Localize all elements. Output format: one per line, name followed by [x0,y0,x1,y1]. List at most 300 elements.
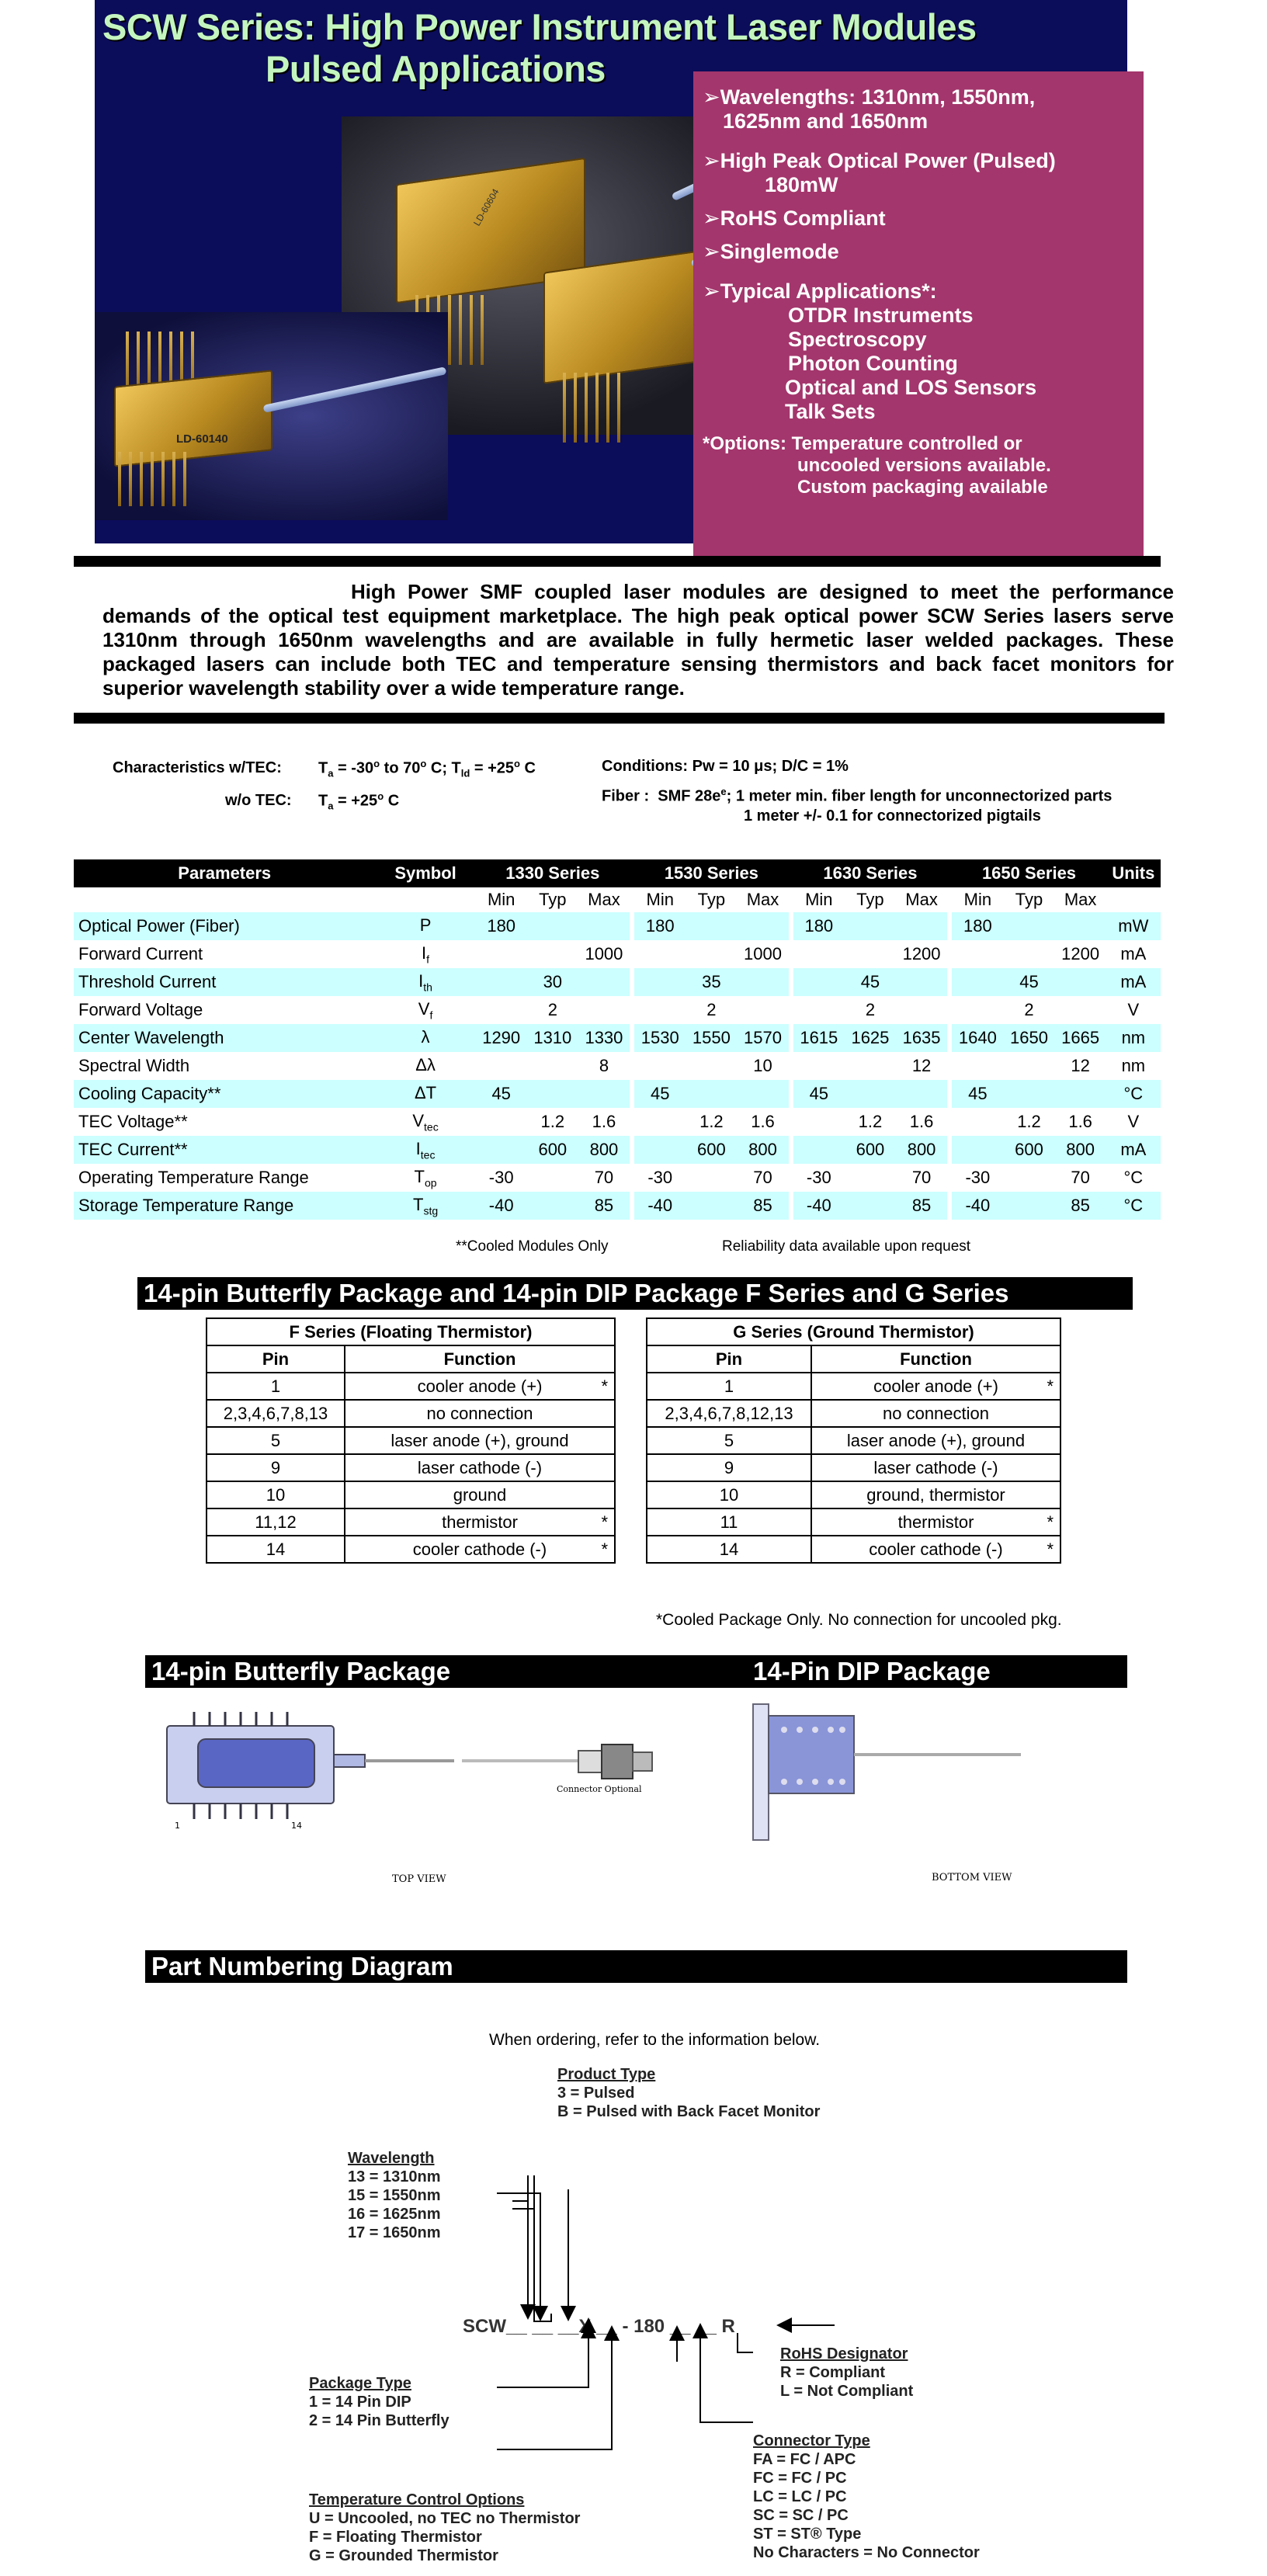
spec-value: 1.2 [540,1112,565,1131]
dip-drawing [745,1692,1056,1887]
spec-value: 1.6 [592,1112,616,1131]
pin-table-g [646,1318,1061,1564]
spec-row [74,1052,1161,1080]
spec-value: 1290 [476,1024,527,1052]
spec-value: 1635 [896,1024,947,1052]
spec-value [1055,968,1106,996]
pin-function: cooler cathode (-) * [345,1536,615,1563]
feature-wavelengths: ➢Wavelengths: 1310nm, 1550nm, 1625nm and 1650nm [703,85,1036,133]
param-name: TEC Voltage** [78,1112,188,1131]
cooled-marker: * [1047,1512,1054,1532]
spec-value: 1625 [845,1024,896,1052]
spec-value: 180 [476,912,527,940]
col-header: Parameters [74,859,375,887]
spec-value [1055,996,1106,1024]
spec-value [634,996,686,1024]
spec-value: 1.6 [909,1112,934,1131]
cooled-marker: * [601,1376,608,1396]
bottom-view-caption: BOTTOM VIEW [932,1872,1012,1883]
spec-value: 45 [1003,968,1054,996]
param-symbol: λ [375,1024,475,1052]
options-note: *Options: Temperature controlled or uncooled versions available. Custom packaging available [703,433,1051,498]
product-type-legend: Product Type 3 = Pulsed B = Pulsed with Back Facet Monitor [557,2066,821,2120]
pin-function: cooler anode (+) * [345,1373,615,1400]
spec-row [74,1164,1161,1192]
spec-value [845,1080,896,1108]
butterfly-drawing [151,1704,726,1894]
spec-value [476,968,527,996]
param-unit: °C [1106,1080,1161,1108]
param-symbol: $I_f$ [422,943,430,966]
spec-value: 180 [793,912,845,940]
spec-value [686,1192,737,1220]
char-tec-label: Characteristics w/TEC: [113,759,282,776]
pin-number: 2,3,4,6,7,8,12,13 [647,1400,811,1427]
rohs-legend: RoHS Designator R = Compliant L = Not Compliant [780,2345,914,2400]
pin-row [207,1427,615,1454]
param-name: Storage Temperature Range [74,1192,375,1220]
spec-row [74,1024,1161,1052]
dip-title: 14-Pin DIP Package [753,1657,991,1686]
col-header: 1330 Series [476,859,630,887]
spec-value [896,1080,947,1108]
spec-value: 45 [952,1080,1003,1108]
pin-row [207,1373,615,1400]
col-header: Pin [207,1345,345,1373]
sub-header: Min [646,890,674,909]
spec-value: 1.2 [858,1112,883,1131]
spec-note: Reliability data available upon request [722,1238,971,1255]
param-unit: V [1127,1000,1140,1019]
spec-value [476,1052,527,1080]
title-line-1: SCW Series: High Power Instrument Laser Modules [102,6,977,47]
sub-header: Typ [697,890,726,909]
module-label: LD-60140 [176,432,228,446]
spec-value: 600 [686,1136,737,1164]
spec-row [74,1108,1161,1136]
spec-value: 800 [1055,1136,1106,1164]
connector-caption: Connector Optional [557,1784,642,1794]
spec-value: 2 [547,1000,557,1019]
spec-value: -40 [476,1192,527,1220]
table-caption: F Series (Floating Thermistor) [207,1318,615,1345]
spec-value [686,1164,737,1192]
top-view-caption: TOP VIEW [392,1873,446,1885]
pin-number: 2,3,4,6,7,8,13 [207,1400,345,1427]
sub-header: Min [487,890,515,909]
spec-row [74,912,1161,940]
pin-number: 11 [647,1508,811,1536]
param-name: Spectral Width [78,1056,190,1075]
spec-value: 30 [527,968,578,996]
part-section-title: Part Numbering Diagram [145,1950,1127,1983]
ordering-note: When ordering, refer to the information below. [489,2031,821,2049]
spec-value: 1550 [686,1024,737,1052]
spec-note: **Cooled Modules Only [456,1238,609,1255]
param-name: TEC Current** [74,1136,375,1164]
spec-value [1055,1080,1106,1108]
pin-note: *Cooled Package Only. No connection for uncooled pkg. [656,1611,1062,1629]
feature-applications: ➢Typical Applications*: OTDR Instruments Spectroscopy Photon Counting Optical and LOS Sensors Talk Sets [703,279,1137,424]
spec-row [74,940,1161,968]
spec-value [578,912,630,940]
spec-row [74,996,1161,1024]
spec-value [952,1136,1003,1164]
spec-value [527,940,578,968]
spec-value: -30 [647,1168,673,1187]
spec-value: 180 [634,912,686,940]
spec-value: -30 [806,1168,831,1187]
param-name: Forward Voltage [78,1000,203,1019]
param-symbol: $V_f$ [418,998,433,1022]
spec-value: -40 [952,1192,1003,1220]
spec-value: 45 [793,1080,845,1108]
pin-row [207,1536,615,1563]
param-symbol: ΔT [375,1080,475,1108]
spec-value [737,1080,788,1108]
part-diagram-arrows [497,2127,870,2453]
spec-value: -30 [488,1168,514,1187]
param-symbol: $I_{th}$ [375,968,475,996]
spec-value [578,1080,630,1108]
pin-row [207,1481,615,1508]
spec-value [793,1136,845,1164]
spec-value: 85 [1055,1192,1106,1220]
pin-row [647,1454,1060,1481]
spec-value: 70 [753,1168,772,1187]
cooled-marker: * [1047,1539,1054,1559]
conditions-text: Conditions: Pw = 10 μs; D/C = 1% [602,758,849,775]
spec-value [686,912,737,940]
pin-function: cooler cathode (-) * [811,1536,1060,1563]
param-unit: °C [1106,1192,1161,1220]
spec-value: 1000 [744,944,782,963]
param-unit: mW [1106,912,1161,940]
application-item: OTDR Instruments [788,304,974,327]
pin-function: no connection [811,1400,1060,1427]
spec-value: 1.6 [751,1112,775,1131]
spec-header-row [74,859,1161,887]
sub-header: Max [905,890,938,909]
spec-value [896,968,947,996]
spec-value: -40 [793,1192,845,1220]
spec-value: 1530 [634,1024,686,1052]
spec-value: 2 [706,1000,717,1019]
pin-number: 10 [647,1481,811,1508]
param-name: Operating Temperature Range [78,1168,309,1187]
spec-value: 85 [578,1192,630,1220]
spec-value: 1330 [578,1024,630,1052]
spec-value [527,1052,578,1080]
spec-value: 8 [599,1056,609,1075]
package-bar [145,1655,1127,1688]
char-notec-label: w/o TEC: [225,792,292,809]
pin-row [207,1454,615,1481]
pin-number: 1 [647,1373,811,1400]
param-name: Forward Current [78,944,203,963]
pin-number: 5 [207,1427,345,1454]
spec-value: 70 [911,1168,932,1187]
product-photo-small [95,312,448,520]
col-header: 1530 Series [634,859,788,887]
spec-value: 600 [527,1136,578,1164]
spec-value: 45 [845,968,896,996]
spec-value [793,1052,845,1080]
spec-value [634,968,686,996]
sub-header: Typ [539,890,567,909]
part-number-code: SCW__ __ __X __ - 180 __ __ R [463,2316,735,2337]
spec-value: 1.2 [699,1112,724,1131]
sub-header: Max [746,890,779,909]
spec-value: -30 [965,1168,991,1187]
spec-value [793,996,845,1024]
spec-value [1055,912,1106,940]
spec-value: -40 [634,1192,686,1220]
spec-value: 1.6 [1068,1112,1092,1131]
param-name: Center Wavelength [74,1024,375,1052]
table-caption: G Series (Ground Thermistor) [647,1318,1060,1345]
spec-value: 85 [896,1192,947,1220]
spec-value [952,1108,1003,1136]
spec-value [845,940,896,968]
spec-value: 800 [737,1136,788,1164]
pin-number: 1 [207,1373,345,1400]
cooled-marker: * [1047,1376,1054,1396]
spec-value [1003,1052,1054,1080]
spec-value [527,1080,578,1108]
spec-value: 1200 [902,944,941,963]
spec-value [737,996,788,1024]
pin-number: 9 [647,1454,811,1481]
spec-value [578,968,630,996]
spec-value: 1640 [952,1024,1003,1052]
pin-row [647,1427,1060,1454]
param-symbol: $I_{tec}$ [375,1136,475,1164]
spec-value: 70 [1071,1168,1090,1187]
spec-value [845,912,896,940]
param-name: Threshold Current [74,968,375,996]
fiber-text-2: 1 meter +/- 0.1 for connectorized pigtails [744,807,1041,825]
application-item: Spectroscopy [788,328,927,351]
spec-table [74,859,1161,1220]
spec-value [476,940,527,968]
pin-row [647,1400,1060,1427]
spec-value [634,940,686,968]
pin-number: 10 [207,1481,345,1508]
intro-paragraph: High Power SMF coupled laser modules are designed to meet the performance demands of the optical test equipment marketplace. The high peak optical power SCW Series lasers serve 1310nm through 1650nm wavelengths and are available in fully hermetic laser welded packages. These packaged lasers can include both TEC and temperature sensing thermistors and back facet monitors for superior wavelength stability over a wide temperature range. [102,580,1174,700]
pin-function: ground, thermistor [811,1481,1060,1508]
param-symbol: $T_{op}$ [414,1166,437,1189]
feature-power: ➢High Peak Optical Power (Pulsed) 180mW [703,149,1056,196]
sub-header: Typ [856,890,884,909]
pin-row [207,1400,615,1427]
spec-value: 800 [896,1136,947,1164]
pin-number: 1 [175,1821,180,1831]
spec-value [793,968,845,996]
pin-function: thermistor * [811,1508,1060,1536]
feature-singlemode: ➢Singlemode [703,240,839,263]
spec-value: 1650 [1003,1024,1054,1052]
application-item: Photon Counting [788,352,958,375]
spec-value [793,1108,845,1136]
spec-value [1003,1080,1054,1108]
col-header: Pin [647,1345,811,1373]
spec-value [845,1164,896,1192]
spec-value [634,1108,686,1136]
param-symbol: P [375,912,475,940]
temperature-option-legend: Temperature Control Options U = Uncooled, no TEC no Thermistor F = Floating Thermistor G = Grounded Thermistor [309,2491,581,2564]
spec-value: 10 [753,1056,772,1075]
connector-type-legend: Connector Type FA = FC / APC FC = FC / PC LC = LC / PC SC = SC / PC ST = ST® Type No Characters = No Connector [753,2432,980,2561]
spec-value [578,996,630,1024]
pin-function: cooler anode (+) * [811,1373,1060,1400]
param-unit: mA [1120,944,1147,963]
divider [74,713,1165,724]
spec-subheader-row [74,887,1161,912]
spec-value: 1200 [1061,944,1100,963]
pin-function: thermistor * [345,1508,615,1536]
spec-value: 1570 [737,1024,788,1052]
spec-value: 1665 [1055,1024,1106,1052]
spec-value [845,1192,896,1220]
pin-row [647,1481,1060,1508]
spec-value [845,1052,896,1080]
spec-value: 1615 [793,1024,845,1052]
butterfly-title: 14-pin Butterfly Package [151,1657,451,1686]
param-unit: V [1127,1112,1140,1131]
sub-header: Min [963,890,992,909]
pin-number: 9 [207,1454,345,1481]
col-header: Units [1106,859,1161,887]
wavelength-legend: Wavelength 13 = 1310nm 15 = 1550nm 16 = 1625nm 17 = 1650nm [348,2150,441,2241]
param-unit: °C [1123,1168,1144,1187]
sub-header: Typ [1015,890,1043,909]
spec-value: 70 [594,1168,614,1187]
spec-value [952,1052,1003,1080]
param-unit: mA [1106,1136,1161,1164]
divider [74,556,1161,567]
spec-row [74,1192,1161,1220]
spec-value: 12 [911,1056,932,1075]
param-unit: nm [1121,1056,1146,1075]
param-symbol: Δλ [415,1054,436,1074]
char-notec-value: $T_a = +25^o$ C [318,790,400,812]
spec-value: 2 [1024,1000,1034,1019]
spec-value [793,940,845,968]
spec-value [527,1164,578,1192]
pin-row [647,1373,1060,1400]
spec-value [634,1136,686,1164]
spec-row [74,1136,1161,1164]
pin-function: laser anode (+), ground [345,1427,615,1454]
application-item: Talk Sets [785,400,876,423]
pin-function: no connection [345,1400,615,1427]
application-item: Optical and LOS Sensors [785,376,1037,399]
spec-value: 1310 [527,1024,578,1052]
pin-row [647,1536,1060,1563]
spec-value: 45 [476,1080,527,1108]
col-header: 1630 Series [793,859,947,887]
spec-value [737,968,788,996]
spec-value [634,1052,686,1080]
pin-number: 14 [647,1536,811,1563]
spec-value [1003,912,1054,940]
pin-number: 14 [291,1821,302,1831]
pin-function: laser anode (+), ground [811,1427,1060,1454]
spec-value [952,940,1003,968]
pin-section-title: 14-pin Butterfly Package and 14-pin DIP Package F Series and G Series [137,1277,1133,1310]
param-unit: nm [1106,1024,1161,1052]
spec-value [952,996,1003,1024]
pin-function: laser cathode (-) [345,1454,615,1481]
cooled-marker: * [601,1512,608,1532]
spec-value [686,1080,737,1108]
package-type-legend: Package Type 1 = 14 Pin DIP 2 = 14 Pin Butterfly [309,2375,450,2429]
pin-number: 11,12 [207,1508,345,1536]
pin-row [207,1508,615,1536]
pin-row [647,1508,1060,1536]
pin-number: 14 [207,1536,345,1563]
col-header: Symbol [375,859,475,887]
spec-value [1003,1164,1054,1192]
spec-value: 600 [1003,1136,1054,1164]
spec-value [476,1108,527,1136]
spec-value [527,912,578,940]
pin-table-f [206,1318,616,1564]
spec-value: 1.2 [1017,1112,1041,1131]
spec-value [686,1052,737,1080]
spec-value: 1000 [585,944,623,963]
spec-value: 45 [634,1080,686,1108]
spec-row [74,1080,1161,1108]
spec-value: 85 [737,1192,788,1220]
param-unit: mA [1106,968,1161,996]
spec-value [1003,940,1054,968]
sub-header: Max [1064,890,1097,909]
spec-value [1003,1192,1054,1220]
sub-header: Min [805,890,833,909]
title-line-2: Pulsed Applications [266,48,606,89]
spec-value [686,940,737,968]
spec-value: 180 [952,912,1003,940]
spec-value [527,1192,578,1220]
spec-value [737,912,788,940]
pin-function: ground [345,1481,615,1508]
spec-value: 800 [578,1136,630,1164]
param-name: Optical Power (Fiber) [74,912,375,940]
spec-value [476,1136,527,1164]
spec-value [896,912,947,940]
col-header: 1650 Series [952,859,1106,887]
sub-header: Max [588,890,620,909]
spec-value [476,996,527,1024]
spec-value [896,996,947,1024]
spec-value: 12 [1071,1056,1090,1075]
spec-value: 2 [865,1000,876,1019]
spec-value: 600 [845,1136,896,1164]
char-tec-value: $T_a = -30^o$ to 70$^o$ C; $T_{ld} = +25^o$ C [318,758,536,779]
fiber-text: Fiber : SMF $28e^e$; 1 meter min. fiber length for unconnectorized parts [602,786,1113,805]
param-symbol: $V_{tec}$ [412,1110,439,1134]
param-symbol: $T_{stg}$ [375,1192,475,1220]
spec-value [952,968,1003,996]
features-list [703,85,1137,498]
feature-rohs: ➢RoHS Compliant [703,207,886,230]
pin-function: laser cathode (-) [811,1454,1060,1481]
cooled-marker: * [601,1539,608,1559]
col-header: Function [811,1345,1060,1373]
col-header: Function [345,1345,615,1373]
